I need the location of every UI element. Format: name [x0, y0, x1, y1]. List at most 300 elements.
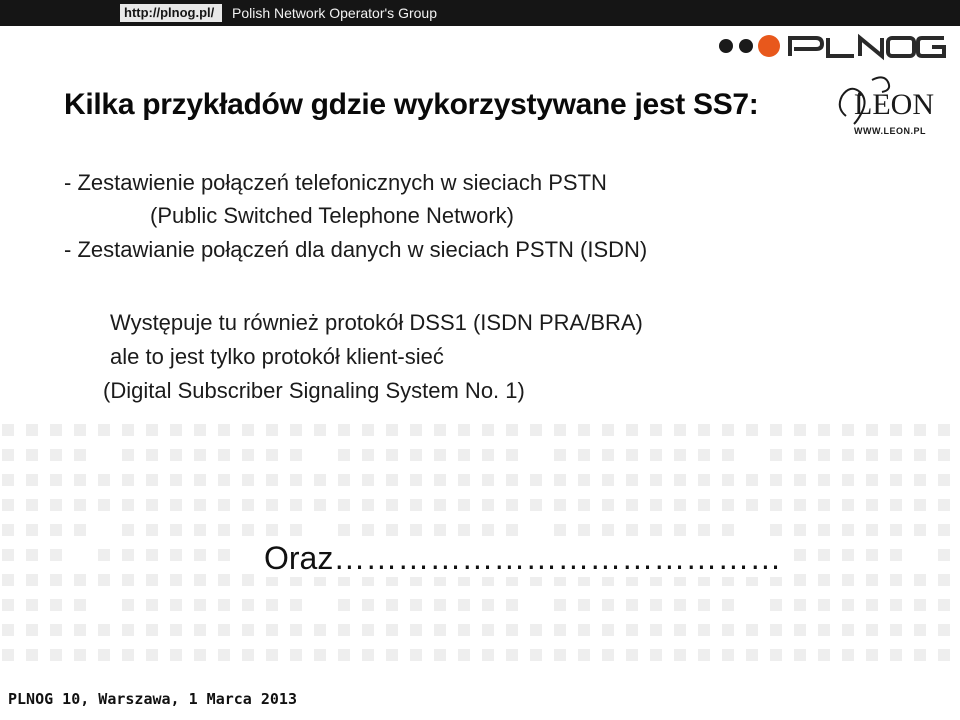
pattern-square [26, 574, 38, 586]
pattern-square [674, 524, 686, 536]
pattern-square [938, 499, 950, 511]
pattern-square [434, 474, 446, 486]
pattern-square [794, 449, 806, 461]
pattern-square [890, 424, 902, 436]
pattern-square [170, 474, 182, 486]
pattern-square [194, 649, 206, 661]
pattern-square [122, 499, 134, 511]
pattern-square [146, 649, 158, 661]
pattern-square [770, 624, 782, 636]
pattern-square [362, 599, 374, 611]
pattern-square [554, 524, 566, 536]
pattern-square [2, 574, 14, 586]
pattern-square [938, 474, 950, 486]
pattern-square [74, 524, 86, 536]
pattern-square [290, 599, 302, 611]
pattern-square [50, 549, 62, 561]
pattern-square [266, 649, 278, 661]
pattern-square [674, 499, 686, 511]
pattern-square [650, 649, 662, 661]
pattern-square [146, 449, 158, 461]
pattern-square [938, 449, 950, 461]
pattern-square [698, 649, 710, 661]
oraz-text: Oraz…………………………………… [264, 540, 782, 576]
pattern-square [458, 599, 470, 611]
pattern-square [842, 449, 854, 461]
pattern-square [362, 474, 374, 486]
pattern-square [626, 499, 638, 511]
pattern-square [938, 624, 950, 636]
pattern-square [890, 449, 902, 461]
pattern-square [338, 524, 350, 536]
pattern-square [794, 599, 806, 611]
pattern-square [698, 524, 710, 536]
pattern-square [194, 474, 206, 486]
pattern-square [242, 499, 254, 511]
pattern-square [266, 474, 278, 486]
pattern-square [554, 624, 566, 636]
pattern-square [554, 599, 566, 611]
pattern-square [146, 424, 158, 436]
pattern-square [194, 624, 206, 636]
pattern-square [842, 524, 854, 536]
pattern-square [434, 449, 446, 461]
pattern-square [194, 499, 206, 511]
pattern-square [26, 599, 38, 611]
pattern-square [842, 574, 854, 586]
pattern-square [170, 599, 182, 611]
pattern-square [938, 599, 950, 611]
pattern-square [578, 474, 590, 486]
pattern-square [866, 499, 878, 511]
pattern-square [530, 499, 542, 511]
pattern-square [890, 649, 902, 661]
bullet-line-1-detail: (Public Switched Telephone Network) [150, 203, 514, 228]
pattern-square [170, 424, 182, 436]
pattern-square [74, 649, 86, 661]
plnog-logo [718, 32, 958, 62]
pattern-square [218, 424, 230, 436]
leon-name: LEON [854, 88, 934, 121]
pattern-square [26, 449, 38, 461]
pattern-square [602, 449, 614, 461]
pattern-square [938, 524, 950, 536]
pattern-square [842, 649, 854, 661]
pattern-square [626, 599, 638, 611]
note-line-1: Występuje tu również protokół DSS1 (ISDN PRA/BRA) [110, 310, 643, 335]
pattern-square [842, 599, 854, 611]
pattern-square [314, 499, 326, 511]
pattern-square [554, 474, 566, 486]
pattern-square [746, 424, 758, 436]
pattern-square [242, 449, 254, 461]
pattern-square [674, 599, 686, 611]
pattern-square [746, 624, 758, 636]
pattern-square [434, 599, 446, 611]
pattern-square [914, 524, 926, 536]
pattern-square [578, 499, 590, 511]
pattern-square [746, 474, 758, 486]
pattern-square [722, 449, 734, 461]
pattern-square [410, 524, 422, 536]
pattern-square [98, 624, 110, 636]
pattern-square [74, 599, 86, 611]
pattern-square [650, 499, 662, 511]
pattern-square [146, 599, 158, 611]
pattern-square [74, 424, 86, 436]
pattern-square [770, 474, 782, 486]
pattern-square [674, 424, 686, 436]
pattern-square [26, 499, 38, 511]
pattern-square [602, 524, 614, 536]
pattern-square [794, 524, 806, 536]
pattern-square [362, 624, 374, 636]
header-url: http://plnog.pl/ [120, 4, 222, 22]
pattern-square [2, 449, 14, 461]
pattern-square [98, 424, 110, 436]
pattern-square [74, 499, 86, 511]
pattern-square [842, 424, 854, 436]
pattern-square [530, 624, 542, 636]
pattern-square [122, 474, 134, 486]
pattern-square [314, 424, 326, 436]
leon-url: WWW.LEON.PL [854, 126, 926, 136]
pattern-square [146, 574, 158, 586]
pattern-square [722, 624, 734, 636]
pattern-square [98, 649, 110, 661]
pattern-square [578, 449, 590, 461]
pattern-square [818, 624, 830, 636]
pattern-square [458, 424, 470, 436]
pattern-square [602, 499, 614, 511]
pattern-square [242, 574, 254, 586]
pattern-square [698, 449, 710, 461]
pattern-square [890, 574, 902, 586]
pattern-square [386, 624, 398, 636]
pattern-square [146, 474, 158, 486]
pattern-square [914, 449, 926, 461]
pattern-square [266, 599, 278, 611]
pattern-square [842, 624, 854, 636]
pattern-square [506, 624, 518, 636]
pattern-square [434, 649, 446, 661]
pattern-square [338, 449, 350, 461]
pattern-square [122, 449, 134, 461]
pattern-square [122, 624, 134, 636]
pattern-square [314, 624, 326, 636]
header-bar [0, 0, 960, 26]
pattern-square [338, 499, 350, 511]
pattern-square [26, 649, 38, 661]
pattern-square [674, 474, 686, 486]
pattern-square [794, 649, 806, 661]
header-org-name: Polish Network Operator's Group [232, 5, 437, 21]
pattern-square [122, 599, 134, 611]
pattern-square [218, 574, 230, 586]
pattern-square [482, 524, 494, 536]
pattern-square [218, 474, 230, 486]
pattern-square [338, 649, 350, 661]
pattern-square [434, 499, 446, 511]
pattern-square [602, 649, 614, 661]
pattern-square [578, 649, 590, 661]
pattern-square [530, 649, 542, 661]
pattern-square [890, 624, 902, 636]
pattern-square [914, 624, 926, 636]
pattern-square [530, 424, 542, 436]
pattern-square [2, 599, 14, 611]
pattern-square [818, 449, 830, 461]
pattern-square [578, 624, 590, 636]
pattern-square [50, 424, 62, 436]
pattern-square [794, 549, 806, 561]
pattern-square [626, 649, 638, 661]
pattern-square [146, 549, 158, 561]
pattern-square [410, 649, 422, 661]
pattern-square [170, 624, 182, 636]
pattern-square [410, 599, 422, 611]
pattern-square [794, 424, 806, 436]
pattern-square [554, 449, 566, 461]
pattern-square [530, 474, 542, 486]
pattern-square [50, 499, 62, 511]
pattern-square [98, 549, 110, 561]
pattern-square [458, 524, 470, 536]
note-line-2: ale to jest tylko protokół klient-sieć [110, 344, 444, 369]
pattern-square [170, 649, 182, 661]
pattern-square [506, 649, 518, 661]
pattern-square [218, 524, 230, 536]
pattern-square [242, 599, 254, 611]
pattern-square [602, 424, 614, 436]
pattern-square [362, 449, 374, 461]
pattern-square [818, 574, 830, 586]
note-line-3: (Digital Subscriber Signaling System No. 1) [103, 378, 525, 403]
pattern-square [794, 624, 806, 636]
pattern-square [818, 474, 830, 486]
pattern-square [290, 474, 302, 486]
pattern-square [770, 424, 782, 436]
pattern-square [170, 549, 182, 561]
pattern-square [842, 474, 854, 486]
pattern-square [74, 624, 86, 636]
pattern-square [698, 499, 710, 511]
pattern-square [698, 424, 710, 436]
pattern-square [362, 499, 374, 511]
pattern-square [770, 599, 782, 611]
pattern-square [626, 474, 638, 486]
pattern-square [122, 524, 134, 536]
pattern-square [818, 524, 830, 536]
pattern-square [770, 449, 782, 461]
pattern-square [794, 499, 806, 511]
pattern-square [482, 649, 494, 661]
pattern-square [386, 524, 398, 536]
pattern-square [338, 424, 350, 436]
pattern-square [602, 474, 614, 486]
pattern-square [914, 474, 926, 486]
pattern-square [818, 649, 830, 661]
pattern-square [914, 499, 926, 511]
pattern-square [50, 474, 62, 486]
pattern-square [386, 599, 398, 611]
pattern-square [50, 624, 62, 636]
pattern-square [602, 624, 614, 636]
pattern-square [722, 424, 734, 436]
pattern-square [290, 524, 302, 536]
pattern-square [914, 599, 926, 611]
pattern-square [482, 624, 494, 636]
pattern-square [890, 474, 902, 486]
pattern-square [122, 549, 134, 561]
pattern-square [170, 449, 182, 461]
pattern-square [866, 649, 878, 661]
pattern-square [746, 649, 758, 661]
pattern-square [290, 624, 302, 636]
pattern-square [578, 424, 590, 436]
pattern-square [266, 424, 278, 436]
pattern-square [482, 599, 494, 611]
pattern-square [410, 624, 422, 636]
pattern-square [866, 449, 878, 461]
pattern-square [650, 449, 662, 461]
pattern-square [578, 599, 590, 611]
pattern-square [602, 599, 614, 611]
pattern-square [866, 474, 878, 486]
pattern-square [890, 524, 902, 536]
pattern-square [218, 599, 230, 611]
pattern-square [506, 449, 518, 461]
pattern-square [50, 449, 62, 461]
bullet-line-2: - Zestawianie połączeń dla danych w sieciach PSTN (ISDN) [64, 237, 648, 262]
pattern-square [650, 599, 662, 611]
pattern-square [506, 499, 518, 511]
pattern-square [74, 449, 86, 461]
footer-text: PLNOG 10, Warszawa, 1 Marca 2013 [8, 690, 297, 708]
pattern-square [2, 524, 14, 536]
pattern-square [626, 624, 638, 636]
pattern-square [650, 524, 662, 536]
pattern-square [794, 474, 806, 486]
pattern-square [98, 574, 110, 586]
pattern-square [698, 624, 710, 636]
pattern-square [2, 624, 14, 636]
bullet-line-1: - Zestawienie połączeń telefonicznych w sieciach PSTN [64, 170, 607, 195]
pattern-square [218, 549, 230, 561]
pattern-square [26, 474, 38, 486]
pattern-square [410, 449, 422, 461]
pattern-square [386, 474, 398, 486]
pattern-square [314, 649, 326, 661]
pattern-square [458, 449, 470, 461]
pattern-square [914, 424, 926, 436]
pattern-square [554, 424, 566, 436]
pattern-square [698, 474, 710, 486]
pattern-square [674, 649, 686, 661]
pattern-square [50, 599, 62, 611]
pattern-square [458, 474, 470, 486]
pattern-square [242, 624, 254, 636]
pattern-square [218, 649, 230, 661]
pattern-square [914, 574, 926, 586]
pattern-square [482, 449, 494, 461]
pattern-square [122, 574, 134, 586]
pattern-square [794, 574, 806, 586]
pattern-square [50, 574, 62, 586]
pattern-square [482, 499, 494, 511]
pattern-square [866, 574, 878, 586]
pattern-square [338, 624, 350, 636]
pattern-square [506, 599, 518, 611]
pattern-square [482, 424, 494, 436]
pattern-square [866, 524, 878, 536]
pattern-square [938, 574, 950, 586]
pattern-square [458, 649, 470, 661]
pattern-square [218, 624, 230, 636]
pattern-square [842, 549, 854, 561]
pattern-square [194, 574, 206, 586]
pattern-square [242, 524, 254, 536]
pattern-square [146, 499, 158, 511]
pattern-square [650, 624, 662, 636]
pattern-square [386, 499, 398, 511]
pattern-square [410, 424, 422, 436]
pattern-square [482, 474, 494, 486]
pattern-square [722, 649, 734, 661]
pattern-square [314, 474, 326, 486]
pattern-square [194, 424, 206, 436]
pattern-square [434, 524, 446, 536]
pattern-square [290, 649, 302, 661]
pattern-square [26, 524, 38, 536]
pattern-square [146, 524, 158, 536]
pattern-square [266, 499, 278, 511]
pattern-square [938, 649, 950, 661]
pattern-square [434, 424, 446, 436]
pattern-square [818, 424, 830, 436]
pattern-square [674, 449, 686, 461]
pattern-square [98, 474, 110, 486]
pattern-square [410, 474, 422, 486]
slide-title: Kilka przykładów gdzie wykorzystywane jest SS7: [64, 88, 759, 121]
pattern-square [2, 499, 14, 511]
pattern-square [194, 524, 206, 536]
pattern-square [194, 549, 206, 561]
pattern-square [266, 524, 278, 536]
pattern-square [74, 574, 86, 586]
pattern-square [770, 499, 782, 511]
pattern-square [170, 499, 182, 511]
pattern-square [722, 474, 734, 486]
pattern-square [338, 474, 350, 486]
pattern-square [2, 424, 14, 436]
pattern-square [122, 649, 134, 661]
pattern-square [170, 574, 182, 586]
pattern-square [626, 524, 638, 536]
pattern-square [866, 549, 878, 561]
pattern-square [98, 499, 110, 511]
pattern-square [506, 474, 518, 486]
pattern-square [506, 524, 518, 536]
pattern-square [290, 449, 302, 461]
pattern-square [554, 649, 566, 661]
pattern-square [362, 424, 374, 436]
pattern-square [818, 599, 830, 611]
pattern-square [866, 424, 878, 436]
pattern-square [242, 649, 254, 661]
pattern-square [818, 499, 830, 511]
pattern-square [722, 499, 734, 511]
